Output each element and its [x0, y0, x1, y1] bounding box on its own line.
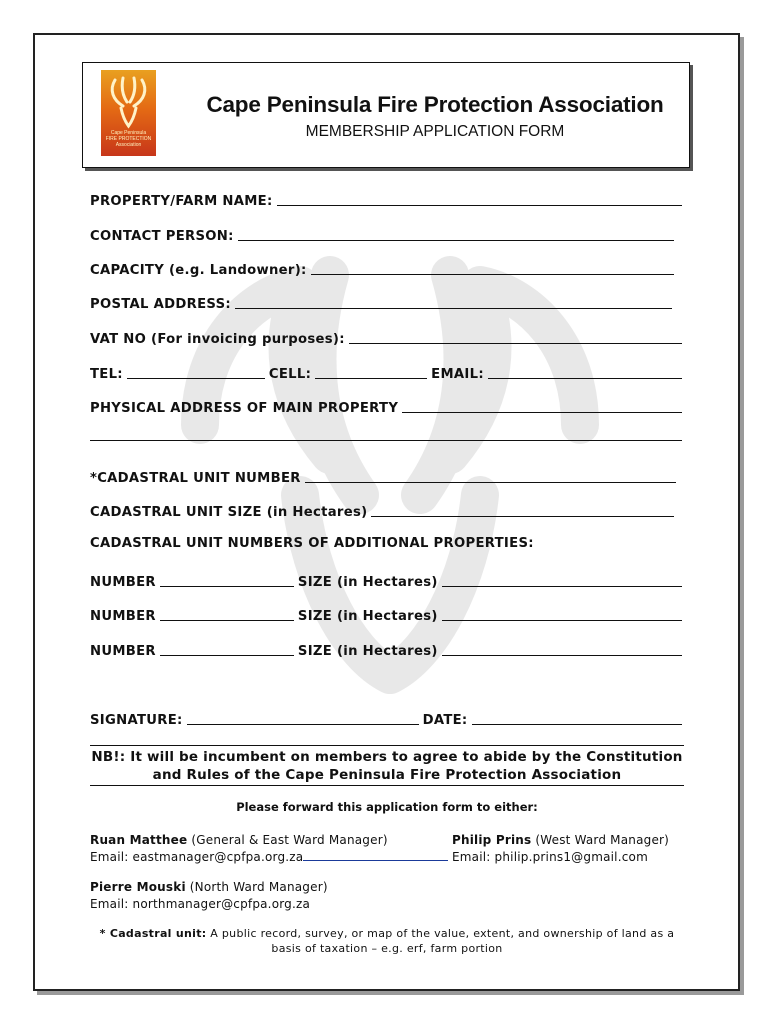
contact-name: Ruan Matthee: [90, 833, 188, 847]
physical-address-row: [90, 396, 682, 416]
notice-bottom-rule: [90, 785, 684, 786]
capacity-label: CAPACITY (e.g. Landowner):: [90, 263, 307, 278]
physical-address-field[interactable]: [402, 412, 682, 413]
date-field[interactable]: [472, 724, 683, 725]
vat-no-field[interactable]: [349, 343, 682, 344]
size-field[interactable]: [442, 586, 682, 587]
antelope-logo-icon: [101, 70, 156, 130]
contact-role: (North Ward Manager): [189, 880, 328, 894]
contact-person-label: CONTACT PERSON:: [90, 229, 234, 244]
forward-instruction: Please forward this application form to either:: [236, 800, 538, 814]
contact-email[interactable]: Email: philip.prins1@gmail.com: [452, 850, 648, 864]
number-field[interactable]: [160, 620, 294, 621]
contact-name: Philip Prins: [452, 833, 532, 847]
notice-line-1: NB!: It will be incumbent on members to agree to abide by the Constitution: [91, 749, 683, 765]
number-label: NUMBER: [90, 609, 156, 624]
postal-address-row: [90, 292, 682, 312]
contact-person-row: [90, 224, 682, 244]
additional-property-row: [90, 639, 682, 659]
tel-field[interactable]: [127, 378, 265, 379]
capacity-field[interactable]: [311, 274, 674, 275]
logo-caption: [103, 130, 154, 148]
cadastral-number-label: *CADASTRAL UNIT NUMBER: [90, 471, 301, 486]
cadastral-size-label: CADASTRAL UNIT SIZE (in Hectares): [90, 505, 368, 520]
additional-properties-heading: CADASTRAL UNIT NUMBERS OF ADDITIONAL PROPERTIES:: [90, 536, 534, 551]
postal-address-field[interactable]: [235, 308, 672, 309]
notice-line-2: and Rules of the Cape Peninsula Fire Protection Association: [152, 767, 622, 783]
number-label: NUMBER: [90, 644, 156, 659]
cadastral-size-field[interactable]: [371, 516, 674, 517]
contact-email[interactable]: Email: northmanager@cpfpa.org.za: [90, 897, 311, 911]
phone-row: [90, 362, 682, 382]
size-field[interactable]: [442, 655, 682, 656]
contact-pierre: [90, 879, 328, 913]
number-field[interactable]: [160, 655, 294, 656]
cadastral-number-row: [90, 466, 682, 486]
email-label: EMAIL:: [431, 367, 484, 382]
contact-philip: [452, 832, 669, 866]
footnote-text: A public record, survey, or map of the value, extent, and ownership of land as a: [210, 927, 675, 940]
vat-no-row: [90, 327, 682, 347]
cell-field[interactable]: [315, 378, 427, 379]
number-field[interactable]: [160, 586, 294, 587]
logo-caption-line: Cape Peninsula: [110, 130, 147, 136]
capacity-row: [90, 258, 682, 278]
size-label: SIZE (in Hectares): [297, 575, 438, 590]
cpfpa-logo: [101, 70, 156, 156]
footnote-label: * Cadastral unit:: [99, 927, 207, 940]
contact-ruan: [90, 832, 448, 866]
signature-row: [90, 708, 682, 728]
notice-top-rule: [90, 745, 684, 746]
postal-address-label: POSTAL ADDRESS:: [90, 297, 231, 312]
cadastral-size-row: [90, 500, 682, 520]
signature-label: SIGNATURE:: [90, 713, 183, 728]
membership-notice: [90, 748, 684, 784]
logo-caption-line: Association: [115, 142, 142, 148]
tel-label: TEL:: [90, 367, 123, 382]
email-underline: [303, 850, 448, 861]
cell-label: CELL:: [268, 367, 312, 382]
contact-role: (West Ward Manager): [535, 833, 670, 847]
physical-address-label: PHYSICAL ADDRESS OF MAIN PROPERTY: [90, 401, 399, 416]
date-label: DATE:: [422, 713, 468, 728]
property-name-field[interactable]: [277, 205, 682, 206]
vat-no-label: VAT NO (For invoicing purposes):: [90, 332, 345, 347]
number-label: NUMBER: [90, 575, 156, 590]
contact-email[interactable]: Email: eastmanager@cpfpa.org.za: [90, 850, 304, 864]
size-label: SIZE (in Hectares): [297, 609, 438, 624]
contact-role: (General & East Ward Manager): [191, 833, 388, 847]
email-field[interactable]: [488, 378, 682, 379]
property-name-label: PROPERTY/FARM NAME:: [90, 194, 273, 209]
form-title: Cape Peninsula Fire Protection Association: [206, 92, 664, 117]
cadastral-number-field[interactable]: [305, 482, 676, 483]
size-field[interactable]: [442, 620, 682, 621]
property-name-row: [90, 189, 682, 209]
size-label: SIZE (in Hectares): [297, 644, 438, 659]
cadastral-footnote: [90, 926, 684, 956]
physical-address-field-2[interactable]: [90, 440, 682, 441]
contact-person-field[interactable]: [238, 240, 674, 241]
additional-property-row: [90, 604, 682, 624]
logo-caption-line: FIRE PROTECTION: [105, 136, 152, 142]
form-subtitle: MEMBERSHIP APPLICATION FORM: [305, 123, 565, 140]
contact-name: Pierre Mouski: [90, 880, 186, 894]
footnote-text-2: basis of taxation – e.g. erf, farm portion: [271, 942, 503, 955]
additional-property-row: [90, 570, 682, 590]
signature-field[interactable]: [187, 724, 419, 725]
physical-address-row-2: [90, 424, 682, 444]
